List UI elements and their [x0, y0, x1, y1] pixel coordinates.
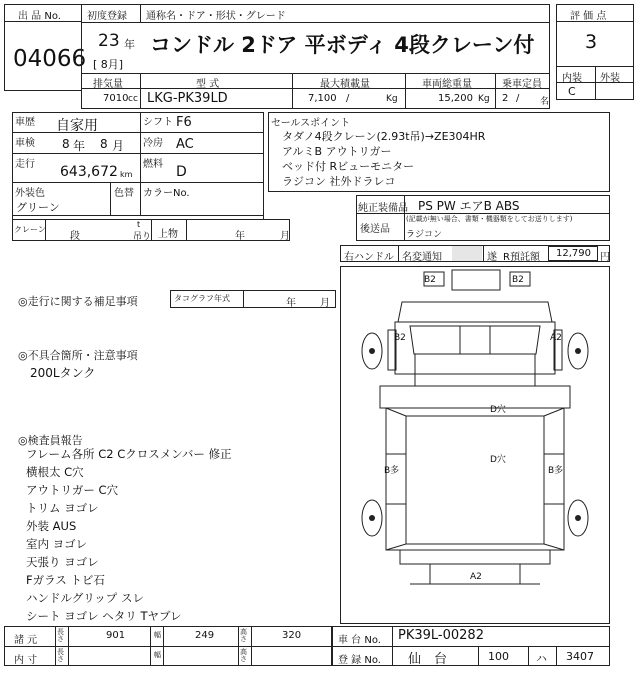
defect-title: ◎不具合箇所・注意事項 — [18, 349, 138, 362]
sales-line-3: ベッド付 Rビューモニター — [282, 160, 415, 173]
crane-lift-unit: 吊り — [133, 232, 152, 242]
width-label: 幅 — [154, 631, 161, 639]
gvw-unit: Kg — [478, 94, 490, 104]
equipment-label: 純正装備品 — [358, 203, 408, 214]
load-sep: / — [346, 93, 350, 104]
inspector-line-1: フレーム各所 C2 Cクロスメンバー 修正 — [26, 447, 232, 461]
defect-line-1: 200Lタンク — [30, 366, 96, 380]
fuel: D — [176, 164, 187, 180]
model-code: LKG-PK39LD — [147, 91, 228, 106]
driving-title: ◎走行に関する補足事項 — [18, 295, 138, 308]
reg-month: [ 8月] — [93, 58, 124, 71]
naishu-label: 内 寸 — [14, 655, 38, 666]
mileage-type: 遂 — [487, 252, 497, 263]
inner-height-label: 高さ — [240, 648, 247, 663]
tacho-label: タコグラフ年式 — [174, 294, 230, 303]
mark-b2-right-top: B2 — [512, 275, 524, 285]
mark-b2-left: B2 — [394, 333, 406, 343]
mark-a2-bottom: A2 — [470, 572, 482, 582]
crane-year-unit: 年 — [235, 231, 245, 242]
cap-label: 乗車定員 — [502, 79, 542, 90]
aftermarket-note: (記載が無い場合、書類・機器類をしてお送りします) — [406, 215, 573, 223]
reg-year: 23 — [98, 31, 120, 51]
aftermarket-label: 後送品 — [360, 224, 390, 235]
reg-no-label: 登 録 No. — [338, 655, 381, 666]
disp-unit: cc — [128, 94, 138, 104]
inspector-line-8: Fガラス トビ石 — [26, 573, 105, 587]
mark-b2-left-top: B2 — [424, 275, 436, 285]
load-label: 最大積載量 — [320, 79, 370, 90]
tacho-month-unit: 月 — [320, 298, 330, 309]
inspection-year: 8 — [62, 137, 70, 151]
crane-label: クレーン — [14, 225, 46, 234]
model-label: 型 式 — [196, 79, 220, 90]
color: グリーン — [16, 201, 60, 214]
load-unit: Kg — [386, 94, 398, 104]
sales-title: セールスポイント — [271, 118, 351, 129]
history: 自家用 — [56, 118, 98, 134]
aftermarket-value: ラジコン — [406, 230, 443, 240]
truck-diagram — [340, 266, 610, 624]
inspection-month: 8 — [100, 137, 108, 151]
grade: 3 — [585, 31, 598, 53]
mileage: 643,672 — [60, 164, 118, 180]
lot-number: 04066 — [13, 46, 87, 72]
reg-number: 3407 — [566, 650, 594, 663]
mark-b-right: B多 — [548, 466, 564, 476]
crane-up-label: 上物 — [158, 229, 178, 240]
reg-label: 初度登録 — [87, 11, 127, 22]
mileage-unit: km — [120, 170, 133, 179]
disp-label: 排気量 — [93, 79, 123, 90]
mark-b-left: B多 — [384, 466, 400, 476]
car-title: コンドル 2ドア 平ボディ 4段クレーン付 — [150, 33, 535, 57]
height-value: 320 — [282, 630, 302, 641]
crane-month-unit: 月 — [280, 231, 290, 242]
inspector-line-9: ハンドルグリップ スレ — [26, 591, 144, 605]
r-label: R預託額 — [503, 252, 540, 263]
capacity: 2 — [502, 93, 509, 104]
aircon: AC — [176, 137, 194, 152]
chassis-number: PK39L-00282 — [398, 628, 484, 643]
gvw-label: 車両総重量 — [422, 79, 472, 90]
sales-line-2: アルミB アウトリガー — [282, 145, 392, 158]
inspector-line-3: アウトリガー C穴 — [26, 483, 119, 497]
max-load: 7,100 — [308, 93, 337, 104]
handle: 右ハンドル — [344, 252, 394, 263]
lot-label: 出 品 No. — [18, 11, 61, 22]
crane-t-unit: t — [137, 220, 141, 229]
reg-class: 100 — [488, 650, 509, 663]
history-label: 車歴 — [15, 117, 35, 128]
interior-label: 内装 — [562, 73, 582, 84]
inspector-line-7: 天張り ヨゴレ — [26, 555, 99, 569]
interior-grade: C — [568, 85, 576, 98]
equipment-value: PS PW エアB ABS — [418, 199, 520, 213]
mileage-label: 走行 — [15, 159, 35, 170]
inner-length-label: 長さ — [57, 648, 64, 663]
gross-weight: 15,200 — [438, 93, 473, 104]
inner-width-label: 幅 — [154, 651, 161, 659]
grade-label: 評 価 点 — [570, 11, 607, 22]
sales-line-4: ラジコン 社外ドラレコ — [282, 175, 396, 188]
mark-d-hole-1: D穴 — [490, 405, 506, 415]
shosu-label: 諸 元 — [14, 635, 38, 646]
inspector-line-5: 外装 AUS — [26, 519, 77, 533]
r-unit: 円 — [600, 252, 610, 263]
inspection-month-unit: 月 — [112, 139, 125, 153]
shift: F6 — [176, 115, 192, 130]
color-no-label: カラーNo. — [143, 188, 190, 199]
width-value: 249 — [195, 630, 215, 641]
inspection-year-unit: 年 — [73, 139, 86, 153]
mark-a2-right: A2 — [550, 333, 562, 343]
color-label: 外装色 — [15, 188, 45, 199]
inspector-line-10: シート ヨゴレ ヘタリ Tヤブレ — [26, 609, 182, 623]
length-value: 901 — [106, 630, 126, 641]
name-label: 通称名・ドア・形状・グレード — [146, 11, 286, 22]
shift-label: シフト — [143, 117, 173, 128]
cap-sep: / — [516, 93, 520, 104]
r-value: 12,790 — [556, 248, 591, 259]
inspection-label: 車検 — [15, 138, 35, 149]
inspector-line-4: トリム ヨゴレ — [26, 501, 99, 515]
sales-line-1: タダノ4段クレーン(2.93t吊)→ZE304HR — [282, 130, 486, 143]
length-label: 長さ — [57, 628, 64, 643]
displacement: 7010 — [103, 93, 129, 104]
chassis-label: 車 台 No. — [338, 635, 381, 646]
height-label: 高さ — [240, 628, 247, 643]
aircon-label: 冷房 — [143, 138, 163, 149]
inspector-line-6: 室内 ヨゴレ — [26, 537, 88, 551]
reg-year-unit: 年 — [124, 38, 135, 51]
fuel-label: 燃料 — [143, 159, 163, 170]
color-change-label: 色替 — [114, 188, 134, 199]
reg-kana: ハ — [536, 652, 547, 665]
tacho-year-unit: 年 — [286, 298, 296, 309]
cap-unit: 名 — [540, 97, 550, 107]
name-change: 名変通知 — [402, 252, 442, 263]
exterior-label: 外装 — [600, 73, 620, 84]
inspector-title: ◎検査員報告 — [18, 434, 83, 447]
inspector-line-2: 横根太 C穴 — [26, 465, 84, 479]
reg-area: 仙 台 — [408, 652, 448, 667]
crane-steps-unit: 段 — [70, 231, 80, 242]
mark-d-hole-2: D穴 — [490, 455, 506, 465]
